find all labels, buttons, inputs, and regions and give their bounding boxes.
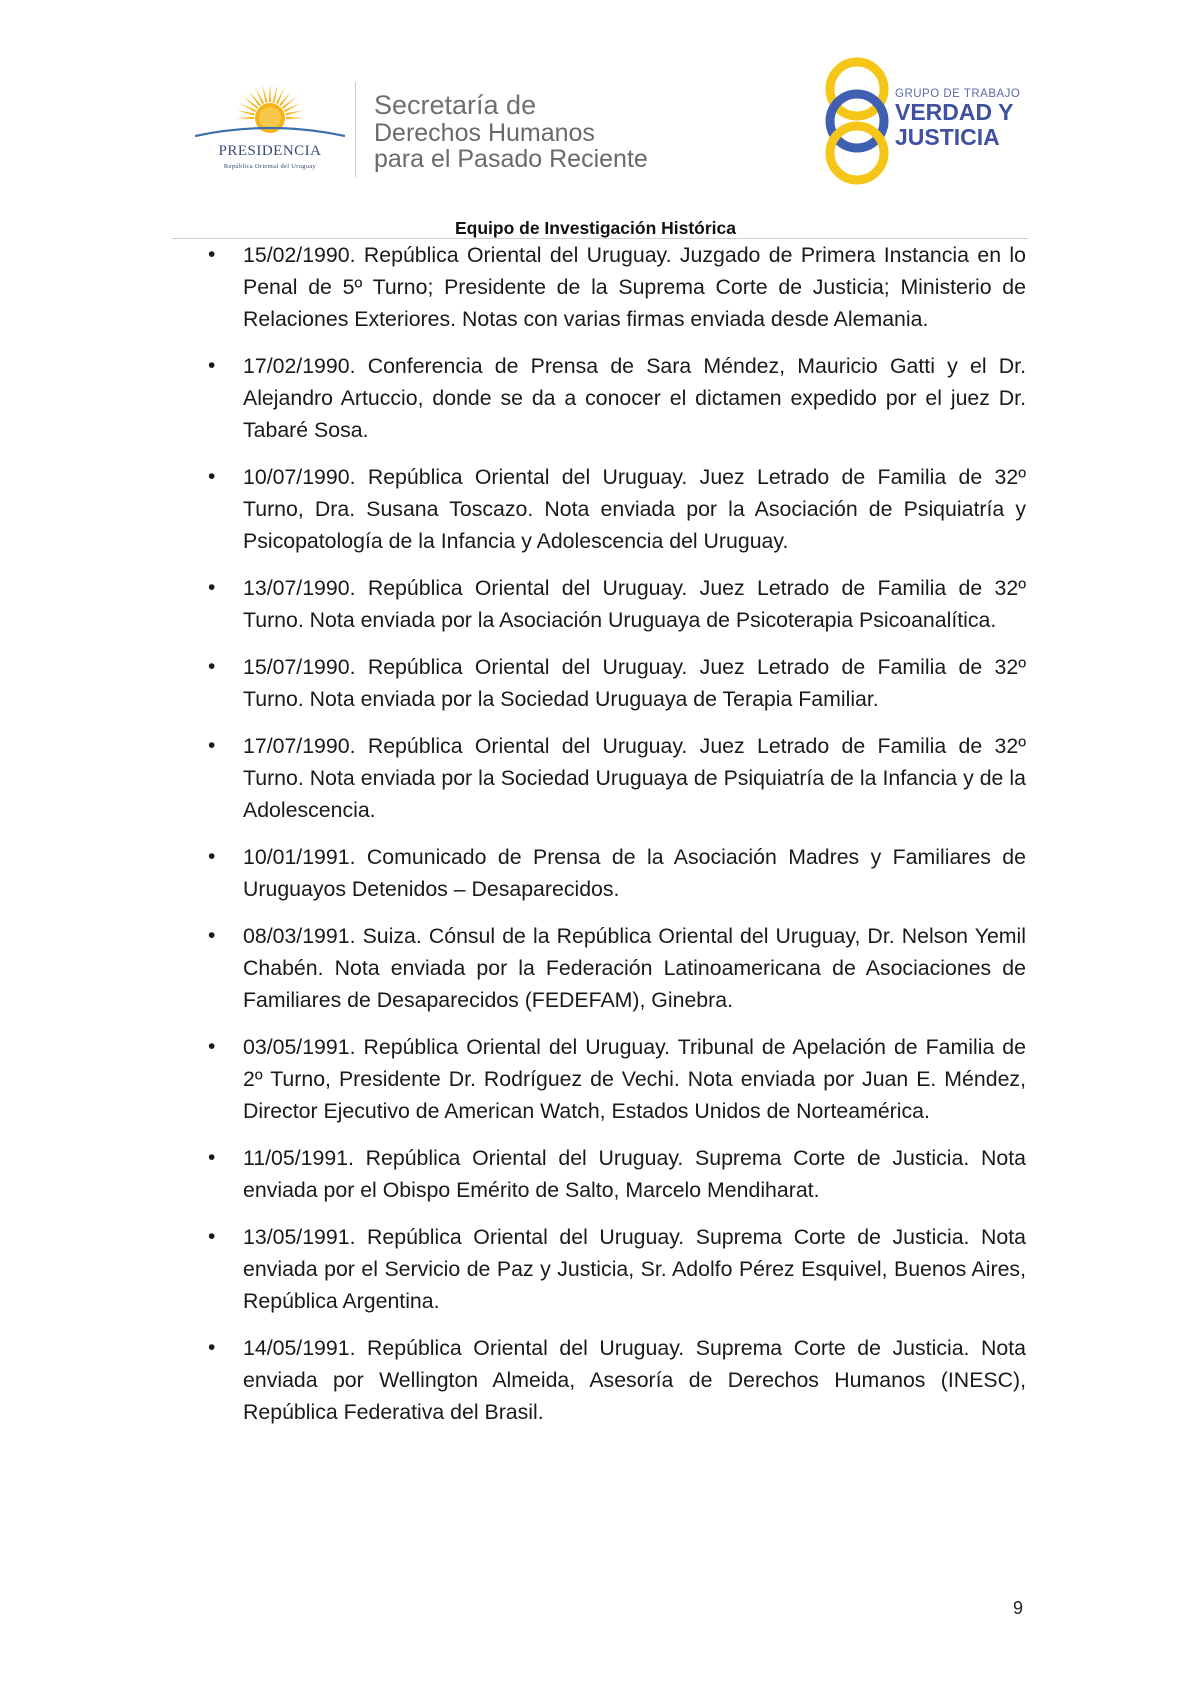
- page-number: 9: [1013, 1598, 1024, 1618]
- sun-ray: [262, 85, 267, 103]
- entry-text: 15/02/1990. República Oriental del Uruguay. Juzgado de Primera Instancia en lo Penal de 5º Turno; Presidente de la Suprema Corte de Justicia; Ministerio de Relaciones Exteriores. Notas con varias firmas enviada desde Alemania.: [243, 243, 1026, 331]
- bullet-icon: •: [208, 1336, 216, 1359]
- entry-text: 17/07/1990. República Oriental del Uruguay. Juez Letrado de Familia de 32º Turno. Nota enviada por la Sociedad Uruguaya de Psiquiatría de la Infancia y de la Adolescencia.: [243, 734, 1026, 822]
- list-item: [208, 461, 1026, 557]
- entry-text: 08/03/1991. Suiza. Cónsul de la República Oriental del Uruguay, Dr. Nelson Yemil Chabén. Nota enviada por la Federación Latinoamericana de Asociaciones de Familiares de Desaparecidos (FEDEFAM), Ginebra.: [243, 924, 1026, 1012]
- bullet-icon: •: [208, 924, 216, 947]
- sun-emblem-icon: [195, 80, 345, 144]
- entry-text: 11/05/1991. República Oriental del Uruguay. Suprema Corte de Justicia. Nota enviada por el Obispo Emérito de Salto, Marcelo Mendiharat.: [243, 1146, 1026, 1202]
- list-item: [208, 1142, 1026, 1206]
- sun-ray: [282, 97, 297, 109]
- bullet-icon: •: [208, 734, 216, 757]
- entry-text: 13/07/1990. República Oriental del Uruguay. Juez Letrado de Familia de 32º Turno. Nota enviada por la Asociación Uruguaya de Psicoterapia Psicoanalítica.: [243, 576, 1026, 632]
- sun-ray: [237, 110, 255, 115]
- sun-ray: [285, 110, 303, 115]
- sun-ray: [249, 91, 261, 106]
- bullet-icon: •: [208, 1035, 216, 1058]
- presidencia-wordmark: PRESIDENCIA: [218, 143, 322, 159]
- bullet-icon: •: [208, 655, 216, 678]
- entry-text: 14/05/1991. República Oriental del Uruguay. Suprema Corte de Justicia. Nota enviada por Wellington Almeida, Asesoría de Derechos Humanos (INESC), República Federativa del Brasil.: [243, 1336, 1026, 1424]
- bullet-icon: •: [208, 1225, 216, 1248]
- list-item: [208, 572, 1026, 636]
- bullet-icon: •: [208, 1146, 216, 1169]
- entry-text: 13/05/1991. República Oriental del Uruguay. Suprema Corte de Justicia. Nota enviada por el Servicio de Paz y Justicia, Sr. Adolfo Pérez Esquivel, Buenos Aires, República Argentina.: [243, 1225, 1026, 1313]
- entry-text: 03/05/1991. República Oriental del Uruguay. Tribunal de Apelación de Familia de 2º Turno, Presidente Dr. Rodríguez de Vechi. Nota enviada por Juan E. Méndez, Director Ejecutivo de American Watch, Estados Unidos de Norteamérica.: [243, 1035, 1026, 1123]
- bullet-icon: •: [208, 845, 216, 868]
- section-title: Equipo de Investigación Histórica: [454, 218, 737, 238]
- sun-ray: [272, 85, 277, 103]
- justicia-label: JUSTICIA: [895, 124, 1000, 150]
- entry-text: 15/07/1990. República Oriental del Uruguay. Juez Letrado de Familia de 32º Turno. Nota enviada por la Sociedad Uruguaya de Terapia Familiar.: [243, 655, 1026, 711]
- presidencia-logo: [195, 80, 355, 180]
- list-item: [208, 1332, 1026, 1428]
- header-divider: [355, 82, 356, 177]
- linked-rings-icon: [822, 56, 892, 186]
- list-item: [208, 841, 1026, 905]
- bullet-icon: •: [208, 465, 216, 488]
- grupo-label: GRUPO DE TRABAJO: [895, 88, 1021, 100]
- secretaria-line-1: Secretaría de: [374, 90, 537, 120]
- secretaria-line-2: Derechos Humanos: [374, 119, 595, 147]
- sun-ray: [286, 117, 304, 119]
- list-item: [208, 651, 1026, 715]
- list-item: [208, 1031, 1026, 1127]
- list-item: [208, 920, 1026, 1016]
- entry-text: 17/02/1990. Conferencia de Prensa de Sara Méndez, Mauricio Gatti y el Dr. Alejandro Artuccio, donde se da a conocer el dictamen expedido por el juez Dr. Tabaré Sosa.: [243, 354, 1026, 442]
- secretaria-title: [374, 92, 648, 172]
- list-item: [208, 239, 1026, 335]
- list-item: [208, 1221, 1026, 1317]
- bullet-icon: •: [208, 243, 216, 266]
- sun-ray: [279, 91, 291, 106]
- sun-ray: [243, 97, 258, 109]
- bullet-icon: •: [208, 576, 216, 599]
- bullet-icon: •: [208, 354, 216, 377]
- verdad-label: VERDAD Y: [895, 99, 1014, 125]
- entry-text: 10/01/1991. Comunicado de Prensa de la Asociación Madres y Familiares de Uruguayos Detenidos – Desaparecidos.: [243, 845, 1026, 901]
- entry-text: 10/07/1990. República Oriental del Uruguay. Juez Letrado de Familia de 32º Turno, Dra. Susana Toscazo. Nota enviada por la Asociación de Psiquiatría y Psicopatología de la Infancia y Adolescencia del Uruguay.: [243, 465, 1026, 553]
- list-item: [208, 730, 1026, 826]
- list-item: [208, 350, 1026, 446]
- page-header: [0, 0, 1191, 215]
- grupo-verdad-justicia-text: [895, 88, 1020, 150]
- entry-list: [208, 239, 1026, 1443]
- sun-ray: [236, 117, 254, 119]
- presidencia-subtitle: República Oriental del Uruguay: [223, 163, 317, 170]
- sun-ray: [269, 84, 271, 102]
- secretaria-line-3: para el Pasado Reciente: [374, 145, 648, 173]
